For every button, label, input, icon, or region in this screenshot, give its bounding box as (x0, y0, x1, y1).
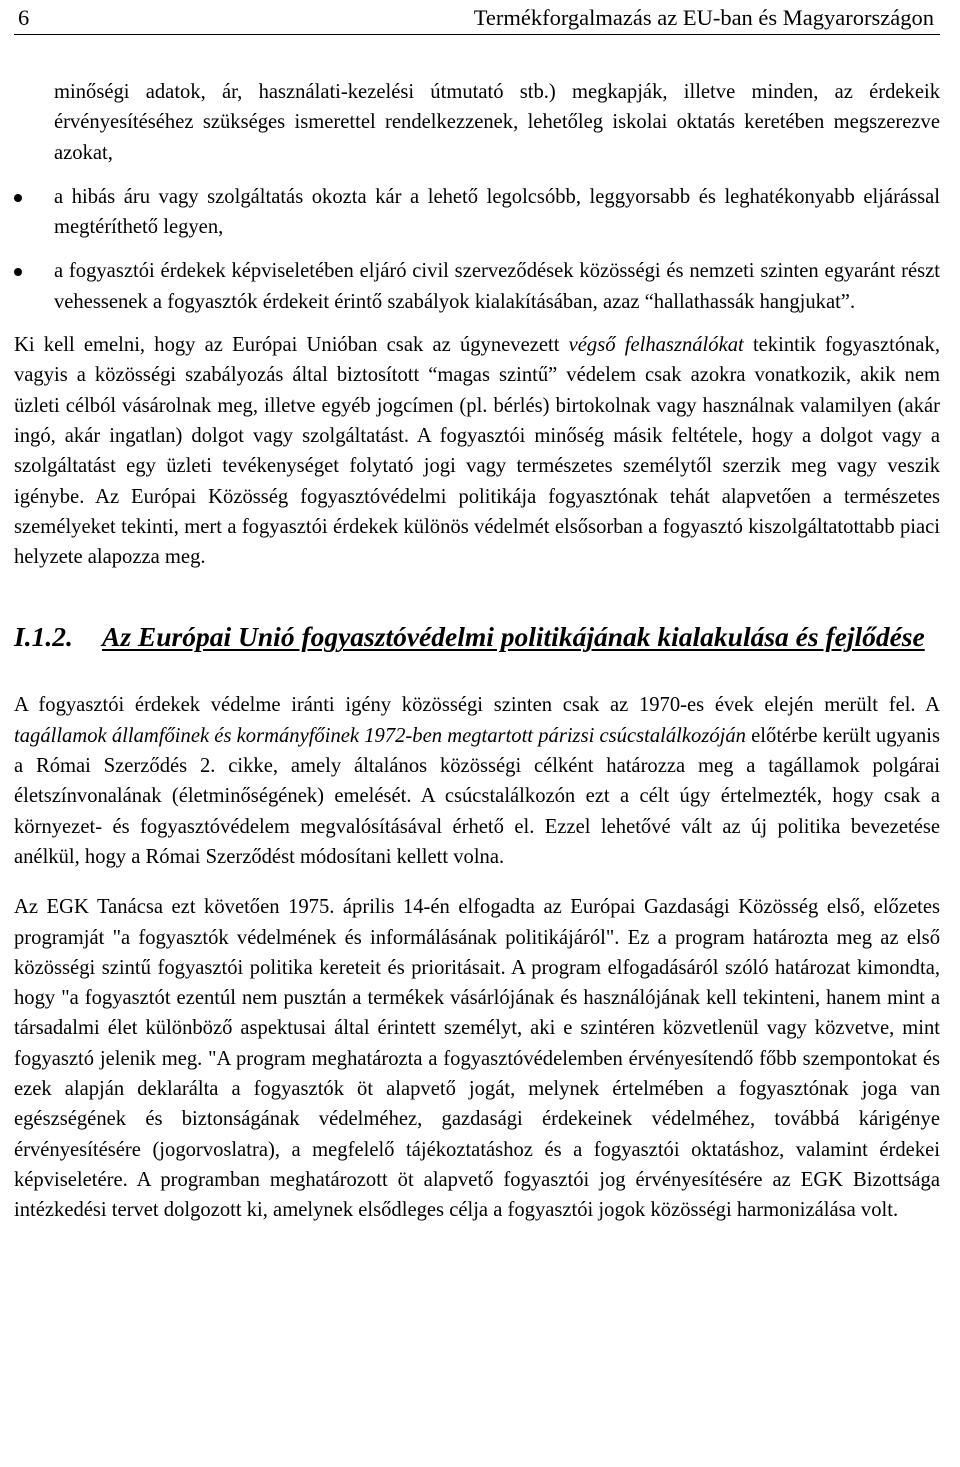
bullet-text: a fogyasztói érdekek képviseletében eljáró civil szerveződések közösségi és nemzeti szinten egyaránt részt vehessenek a fogyasztók érdekeit érintő szabályok kialakításában, azaz “hallathassák hangjukat”. (54, 260, 940, 313)
page-number: 6 (18, 5, 30, 30)
intro-continuation: minőségi adatok, ár, használati-kezelési útmutató stb.) megkapják, illetve minden, az érdekeik érvényesítéséhez szükséges ismerettel rendelkezzenek, lehetőleg iskolai oktatás keretében megszerezve azokat, (54, 81, 940, 164)
bullet-icon (14, 268, 22, 276)
bullet-icon (14, 194, 22, 202)
section-title: Az Európai Unió fogyasztóvédelmi politikájának kialakulása és fejlődése (102, 621, 925, 653)
section-number: I.1.2. (14, 621, 73, 653)
page-header (14, 0, 940, 35)
paragraph-final-consumers (14, 330, 940, 572)
paragraph-text: A fogyasztói érdekek védelme iránti igény közösségi szinten csak az 1970-es évek elején merült fel. A (14, 694, 940, 717)
bullet-text: a hibás áru vagy szolgáltatás okozta kár a lehető legolcsóbb, leggyorsabb és leghatékonyabb eljárással megtéríthető legyen, (54, 185, 940, 239)
document-body (14, 77, 940, 1226)
paragraph-origins (14, 690, 940, 872)
paragraph-text: tekintik fogyasztónak, vagyis a közösségi szabályozás által biztosított “magas szintű” védelem csak azokra vonatkozik, akik nem üzleti célból vásárolnak meg, illetve egyéb jogcímen (pl. bérlés) birtokolnak vagy használnak valamilyen (akár ingó, akár ingatlan) dolgot vagy szolgáltatást. A fogyasztói minőség másik feltétele, hogy a dolgot vagy a szolgáltatást egy üzleti tevékenységet folytató jogi vagy természetes személytől szerzik meg vagy veszik igénybe. Az Európai Közösség fogyasztóvédelmi politikája fogyasztónak tehát alapvetően a természetes személyeket tekinti, mert a fogyasztói érdekek különös védelmét elsősorban a fogyasztó kiszolgáltatottabb piaci helyzete alapozza meg. (14, 334, 941, 569)
section-heading (14, 618, 940, 655)
running-title: Termékforgalmazás az EU-ban és Magyarországon (473, 5, 934, 30)
paragraph-text: előtérbe került ugyanis a Római Szerződés 2. cikke, amely általános közösségi célként határozza meg a tagállamok polgárai életszínvonalának (életminőségének) emelését. A csúcstalálkozón ezt a célt úgy értelmezték, hogy csak a környezet- és fogyasztóvédelem megvalósításával érhető el. Ezzel lehetővé vált az új politika bevezetése anélkül, hogy a Római Szerződést módosítani kellett volna. (14, 724, 940, 868)
paragraph-text: Ki kell emelni, hogy az Európai Unióban csak az úgynevezett (14, 334, 569, 357)
bullet-item (14, 182, 940, 243)
paragraph-first-program: Az EGK Tanácsa ezt követően 1975. április 14-én elfogadta az Európai Gazdasági Közösség első, előzetes programját "a fogyasztók védelmének és informálásának politikájáról". Ez a program határozta meg az első közösségi szintű fogyasztói politika kereteit és prioritásait. A program elfogadásáról szóló határozat kimondta, hogy "a fogyasztót ezentúl nem pusztán a termékek vásárlójának és használójának kell tekinteni, hanem mint a társadalmi élet különböző aspektusai által érintett személyt, aki e szintéren közvetlenül vagy közvetve, mint fogyasztó jelenik meg. "A program meghatározta a fogyasztóvédelemben érvényesítendő főbb szempontokat és ezek alapján deklarálta a fogyasztók öt alapvető jogát, melynek értelmében a fogyasztónak joga van egészségének és biztonságának védelméhez, gazdasági érdekeinek védelméhez, továbbá kárigénye érvényesítésére (jogorvoslatra), a megfelelő tájékoztatáshoz és a fogyasztói oktatáshoz, valamint érdekei képviseletére. A programban meghatározott öt alapvető fogyasztói jog érvényesítésére az EGK Bizottsága intézkedési tervet dolgozott ki, amelynek elsődleges célja a fogyasztói jogok közösségi harmonizálása volt. (14, 896, 940, 1222)
emphasis-text: végső felhasználókat (568, 334, 744, 357)
bullet-item (14, 256, 940, 317)
emphasis-text: tagállamok államfőinek és kormányfőinek 1972-ben megtartott párizsi csúcstalálkozóján (14, 724, 746, 747)
